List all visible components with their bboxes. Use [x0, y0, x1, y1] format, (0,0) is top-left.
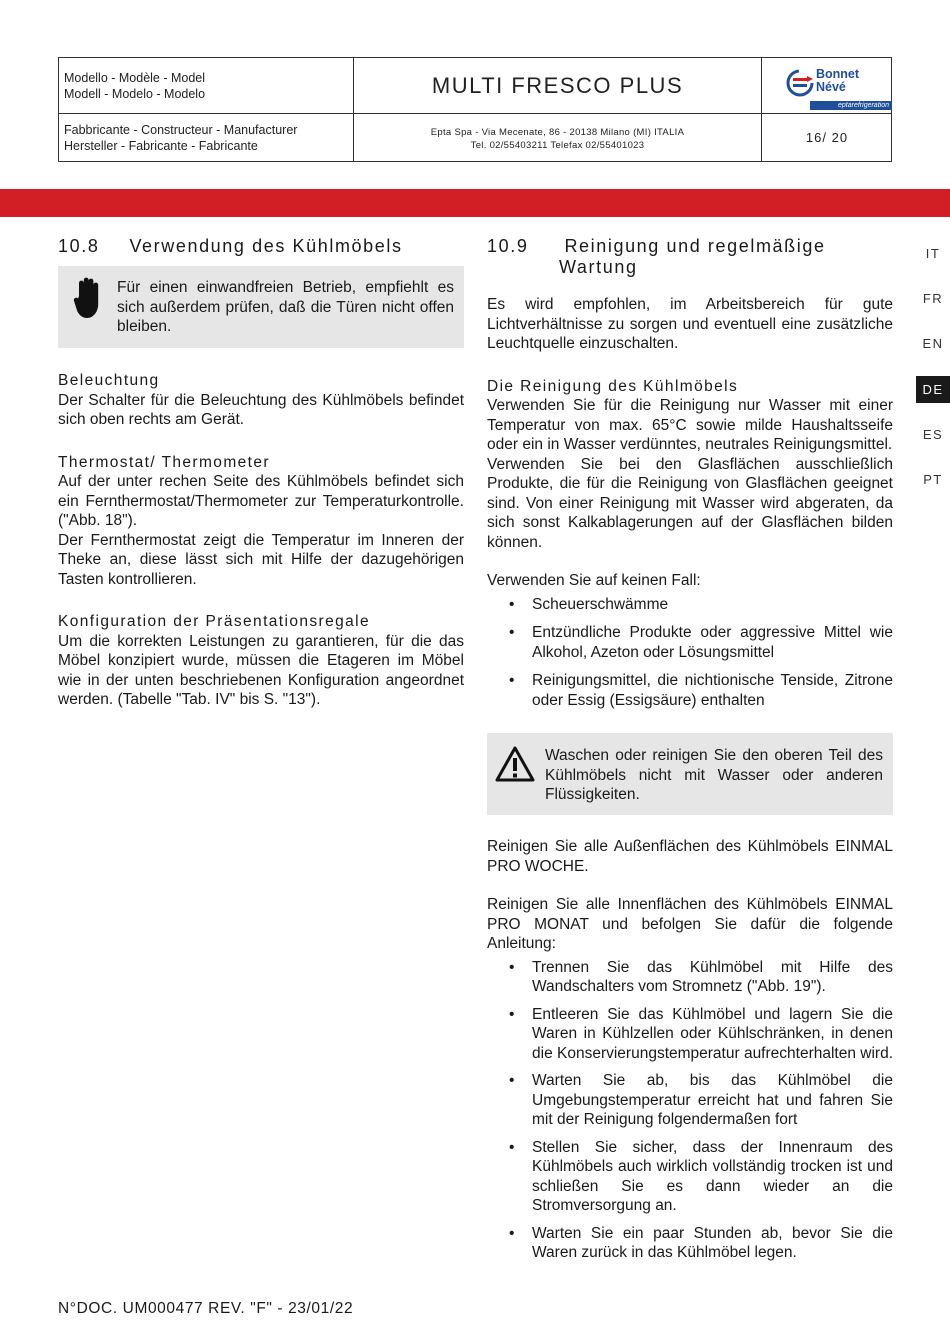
page-number: 16/ 20 [805, 130, 849, 145]
subheading-beleuchtung: Beleuchtung [58, 372, 160, 389]
info-note: Für einen einwandfreien Betrieb, empfiehlt es sich außerdem prüfen, daß die Türen nicht offen bleiben. [58, 266, 464, 348]
list-item: • Entzündliche Produkte oder aggressive Mittel wie Alkohol, Azeton oder Lösungsmittel [487, 623, 893, 662]
left-column-body [58, 371, 464, 710]
list-item: • Reinigungsmittel, die nichtionische Tenside, Zitrone oder Essig (Essigsäure) enthalten [487, 671, 893, 710]
paragraph: Reinigen Sie alle Außenflächen des Kühlmöbels EINMAL PRO WOCHE. [487, 838, 893, 875]
manufacturer-label: Fabbricante - Constructeur - Manufacturer Hersteller - Fabricante - Fabricante [64, 123, 298, 153]
model-title: MULTI FRESCO PLUS [431, 73, 684, 98]
paragraph: Auf der unter rechen Seite des Kühlmöbels befindet sich ein Fernthermostat/Thermometer zur Temperaturkontrolle. ("Abb. 18"). [58, 473, 464, 529]
section-heading-10-9: 10.9 Reinigung und regelmäßige Wartung [487, 236, 826, 277]
paragraph: Reinigen Sie alle Innenflächen des Kühlmöbels EINMAL PRO MONAT und befolgen Sie dafür die folgende Anleitung: [487, 896, 893, 952]
lang-tab-es[interactable]: ES [922, 427, 944, 442]
lang-tab-en[interactable]: EN [922, 336, 944, 351]
warning-triangle-icon [494, 745, 536, 783]
red-band [0, 189, 950, 217]
list-item: • Scheuerschwämme [487, 595, 893, 615]
list-item: • Entleeren Sie das Kühlmöbel und lagern Sie die Waren in Kühlzellen oder Kühlschränken, in denen die Konservierungstemperatur aufrechterhalten wird. [487, 1005, 893, 1064]
paragraph: Verwenden Sie bei den Glasflächen ausschließlich Produkte, die für die Reinigung von Glasflächen geeignet sind. Von einer Reinigung mit Wasser wird abgeraten, da sich sonst Kalkablagerungen auf der Glasflächen bilden können. [487, 455, 893, 551]
stop-hand-icon [72, 276, 106, 320]
subheading-reinigung: Die Reinigung des Kühlmöbels [487, 377, 739, 395]
lang-tab-pt[interactable]: PT [923, 472, 943, 487]
right-column-top [487, 295, 893, 710]
paragraph: Verwenden Sie auf keinen Fall: [487, 572, 701, 589]
section-heading-10-8: 10.8 Verwendung des Kühlmöbels [58, 236, 403, 256]
warning-note: Waschen oder reinigen Sie den oberen Teil des Kühlmöbels nicht mit Wasser oder anderen Flüssigkeiten. [487, 733, 893, 815]
document-number: N°DOC. UM000477 REV. "F" - 23/01/22 [58, 1300, 354, 1317]
right-column-bottom [487, 837, 893, 1263]
cleaning-steps-list [487, 958, 893, 1263]
paragraph: Der Fernthermostat zeigt die Temperatur im Inneren der Theke an, diese lässt sich mit Hilfe der dazugehörigen Tasten kontrollieren. [58, 531, 464, 588]
list-item: • Stellen Sie sicher, dass der Innenraum des Kühlmöbels auch wirklich vollständig trocken ist und schließen Sie es dann wieder an die Stromversorgung an. [487, 1138, 893, 1216]
subheading-thermostat: Thermostat/ Thermometer [58, 453, 270, 471]
subheading-konfiguration: Konfiguration der Präsentationsregale [58, 613, 371, 630]
list-item: • Trennen Sie das Kühlmöbel mit Hilfe des Wandschalters vom Stromnetz ("Abb. 19"). [487, 958, 893, 997]
manufacturer-address: Epta Spa - Via Mecenate, 86 - 20138 Milano (MI) ITALIA Tel. 02/55403211 Telefax 02/55401023 [430, 127, 685, 151]
lang-tab-fr[interactable]: FR [922, 291, 944, 306]
paragraph: Um die korrekten Leistungen zu garantieren, für die das Möbel konzipiert wurde, müssen die Etageren im Möbel wie in der unten beschriebenen Konfiguration angeordnet werden. (Tabelle "Tab. IV" bis S. "13"). [58, 632, 464, 708]
never-use-list [487, 595, 893, 711]
list-item: • Warten Sie ein paar Stunden ab, bevor Sie die Waren zurück in das Kühlmöbel legen. [487, 1224, 893, 1263]
bonnet-neve-logo-icon: Bonnet Névé eptarefrigeration [784, 64, 894, 110]
lang-tab-it[interactable]: IT [925, 246, 941, 261]
lang-tab-de[interactable]: DE [916, 376, 950, 403]
paragraph: Es wird empfohlen, im Arbeitsbereich für gute Lichtverhältnisse zu sorgen und eventuell eine zusätzliche Leuchtquelle einzuschalten. [487, 296, 893, 352]
model-label: Modello - Modèle - Model Modell - Modelo - Modelo [64, 71, 206, 101]
list-item: • Warten Sie ab, bis das Kühlmöbel die Umgebungstemperatur erreicht hat und fahren Sie mit der Reinigung folgendermaßen fort [487, 1071, 893, 1130]
paragraph: Verwenden Sie für die Reinigung nur Wasser mit einer Temperatur von max. 65°C sowie milde Haushaltsseife oder ein in Wasser verdünntes, neutrales Reinigungsmittel. [487, 397, 893, 453]
document-header [58, 57, 892, 162]
paragraph: Der Schalter für die Beleuchtung des Kühlmöbels befindet sich oben rechts am Gerät. [58, 391, 464, 428]
